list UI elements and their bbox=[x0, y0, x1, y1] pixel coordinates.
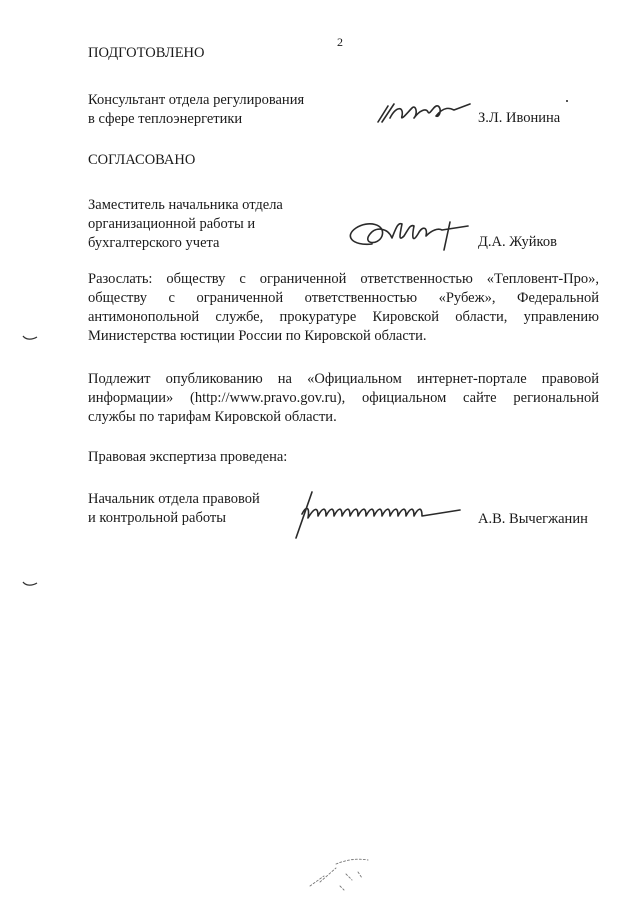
legal-review-name: А.В. Вычегжанин bbox=[478, 511, 588, 527]
margin-mark bbox=[22, 334, 38, 342]
prepared-position-line: в сфере теплоэнергетики bbox=[88, 111, 243, 127]
publication-line: информации» (http://www.pravo.gov.ru), официальном сайте региональной bbox=[88, 390, 599, 406]
legal-review-position-line: и контрольной работы bbox=[88, 510, 226, 526]
scribble-mark bbox=[306, 852, 376, 892]
distribution-line: Министерства юстиции России по Кировской области. bbox=[88, 328, 427, 344]
legal-review-position bbox=[88, 490, 260, 528]
distribution-paragraph bbox=[88, 270, 599, 346]
agreed-position-line: Заместитель начальника отдела bbox=[88, 197, 283, 213]
legal-review-statement: Правовая экспертиза проведена: bbox=[88, 449, 288, 465]
margin-mark bbox=[22, 580, 38, 588]
agreed-position-line: организационной работы и bbox=[88, 216, 256, 232]
publication-line: службы по тарифам Кировской области. bbox=[88, 409, 337, 425]
agreed-position bbox=[88, 196, 283, 253]
prepared-heading: ПОДГОТОВЛЕНО bbox=[88, 45, 205, 61]
prepared-position-line: Консультант отдела регулирования bbox=[88, 92, 305, 108]
publication-line: Подлежит опубликованию на «Официальном интернет-портале правовой bbox=[88, 371, 599, 387]
prepared-name: З.Л. Ивонина bbox=[478, 110, 561, 126]
distribution-line: обществу с ограниченной ответственностью «Рубеж», Федеральной bbox=[88, 290, 599, 306]
signature-zhuikov bbox=[342, 214, 472, 256]
legal-review-position-line: Начальник отдела правовой bbox=[88, 491, 260, 507]
agreed-name: Д.А. Жуйков bbox=[478, 234, 557, 250]
page-number: 2 bbox=[337, 35, 343, 49]
prepared-position bbox=[88, 91, 304, 129]
publication-paragraph bbox=[88, 370, 599, 427]
agreed-position-line: бухгалтерского учета bbox=[88, 235, 220, 251]
signature-vychegzhanin bbox=[284, 488, 462, 540]
signature-ivonina bbox=[374, 96, 474, 128]
distribution-line: Разослать: обществу с ограниченной ответственностью «Тепловент-Про», bbox=[88, 271, 599, 287]
distribution-line: антимонопольной службе, прокуратуре Кировской области, управлению bbox=[88, 309, 599, 325]
agreed-heading: СОГЛАСОВАНО bbox=[88, 152, 196, 168]
stray-dot bbox=[566, 100, 568, 102]
